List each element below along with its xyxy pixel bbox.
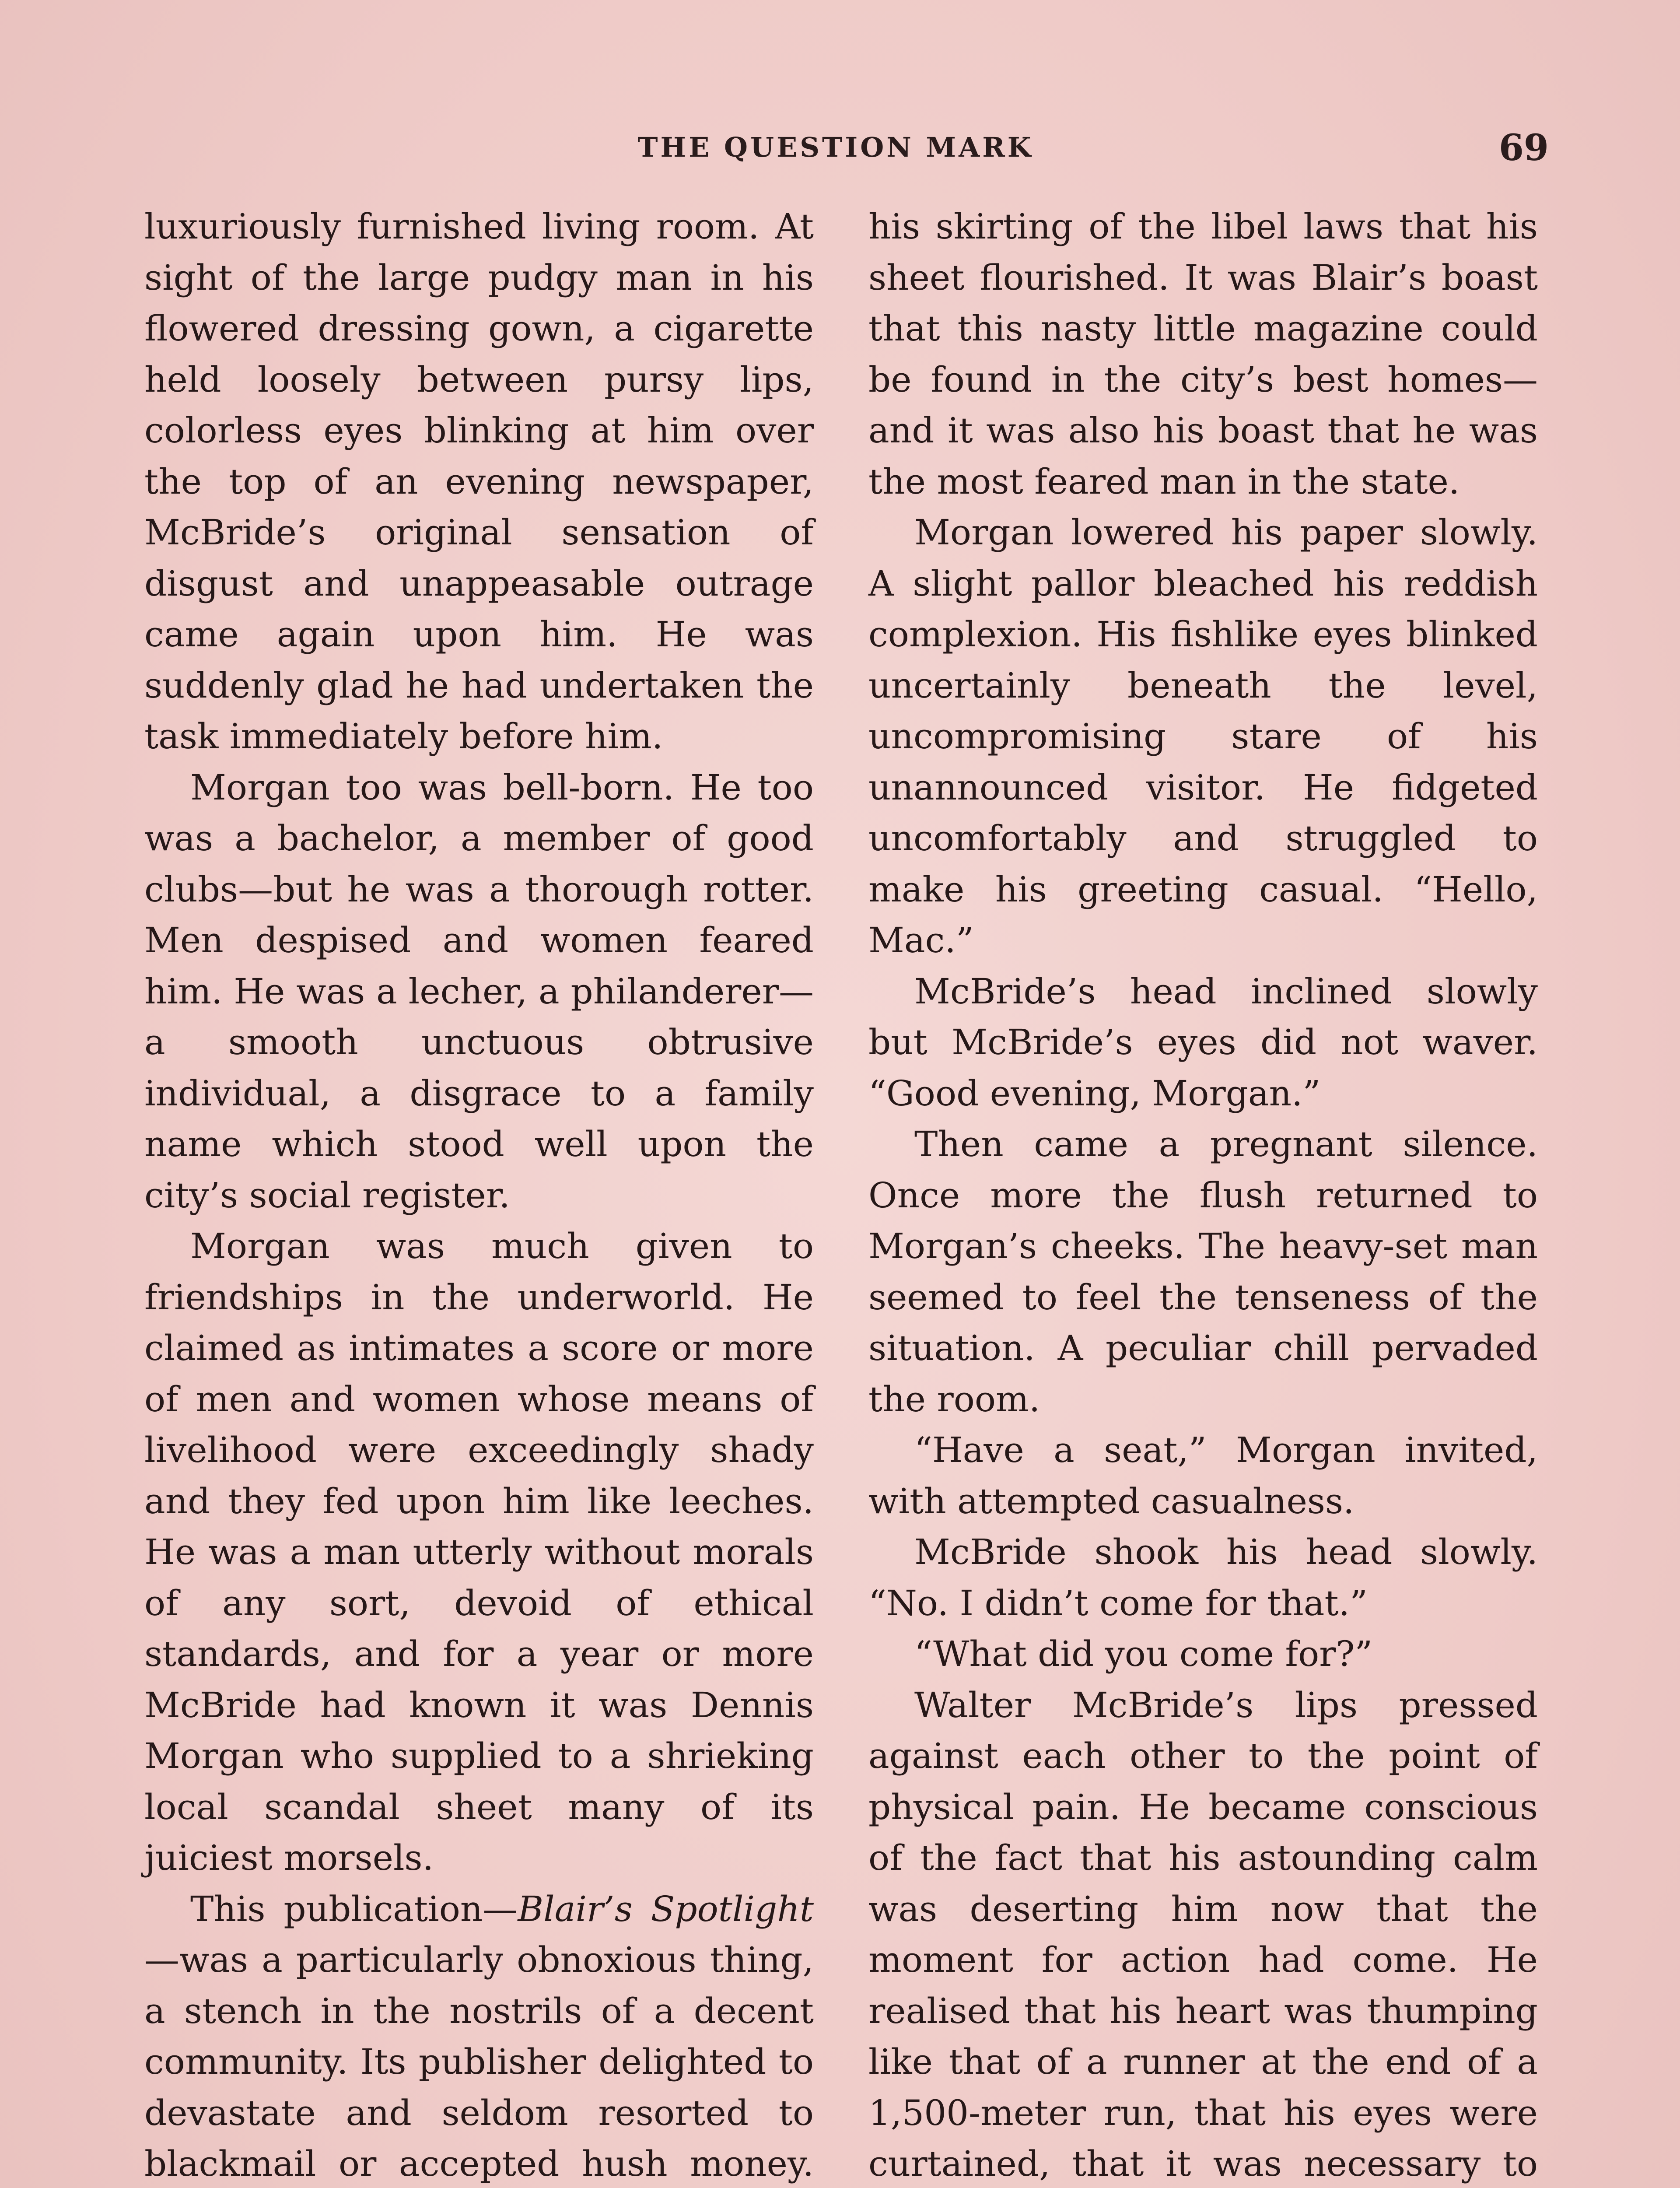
right-paragraph-5: “Have a seat,” Morgan invited, with attempted casualness.	[868, 1430, 1538, 1522]
right-paragraph-6: McBride shook his head slowly. “No. I didn’t come for that.”	[868, 1532, 1538, 1623]
paragraph-text: —was a particularly obnoxious thing, a stench in the nostrils of a decent community. Its publisher delighted to devastate and seldom resorted to blackmail or accepted hush money.	[144, 1939, 814, 2184]
right-paragraph-2: Morgan lowered his paper slowly. A slight pallor bleached his reddish complexion. His fishlike eyes blinked uncertainly beneath the level, uncompromising stare of his unannounced visitor. He fidgeted uncomfortably and struggled to make his greeting casual. “Hello, Mac.”	[868, 512, 1538, 961]
paragraph-text: This publication—	[190, 1888, 518, 1929]
page-number: 69	[1498, 127, 1549, 169]
left-paragraph-4	[144, 1884, 814, 2188]
right-paragraph-7: “What did you come for?”	[914, 1634, 1373, 1674]
right-paragraph-1: his skirting of the libel laws that his sheet flourished. It was Blair’s boast that this nasty little magazine could be found in the city’s best homes—and it was also his boast that he was the most feared man in the state.	[868, 206, 1538, 502]
left-paragraph-3: Morgan was much given to friendships in the underworld. He claimed as intimates a score or more of men and women whose means of livelihood were exceedingly shady and they fed upon him like leeches. He was a man utterly without morals of any sort, devoid of ethical standards, and for a year or more McBride had known it was Dennis Morgan who supplied to a shrieking local scandal sheet many of its juiciest morsels.	[144, 1226, 814, 1878]
left-text-column	[144, 201, 814, 2188]
running-title: THE QUESTION MARK	[637, 131, 1034, 163]
right-paragraph-3: McBride’s head inclined slowly but McBride’s eyes did not waver. “Good evening, Morgan.”	[868, 971, 1538, 1114]
right-paragraph-8: Walter McBride’s lips pressed against each other to the point of physical pain. He became conscious of the fact that his astounding calm was deserting him now that the moment for action had come. He realised that his heart was thumping like that of a runner at the end of a 1,500-meter run, that his eyes were curtained, that it was necessary to	[868, 1684, 1538, 2184]
right-paragraph-4: Then came a pregnant silence. Once more the flush returned to Morgan’s cheeks. The heavy-set man seemed to feel the tenseness of the situation. A peculiar chill pervaded the room.	[868, 1124, 1538, 1420]
left-paragraph-2: Morgan too was bell-born. He too was a bachelor, a member of good clubs—but he was a thorough rotter. Men despised and women feared him. He was a lecher, a philanderer—a smooth unctuous obtrusive individual, a disgrace to a family name which stood well upon the city’s social register.	[144, 767, 814, 1216]
right-text-column	[868, 201, 1538, 2188]
publication-title: Blair’s Spotlight	[518, 1888, 814, 1929]
left-paragraph-1: luxuriously furnished living room. At sight of the large pudgy man in his flowered dressing gown, a cigarette held loosely between pursy lips, colorless eyes blinking at him over the top of an evening newspaper, McBride’s original sensation of disgust and unappeasable outrage came again upon him. He was suddenly glad he had undertaken the task immediately before him.	[144, 206, 814, 757]
